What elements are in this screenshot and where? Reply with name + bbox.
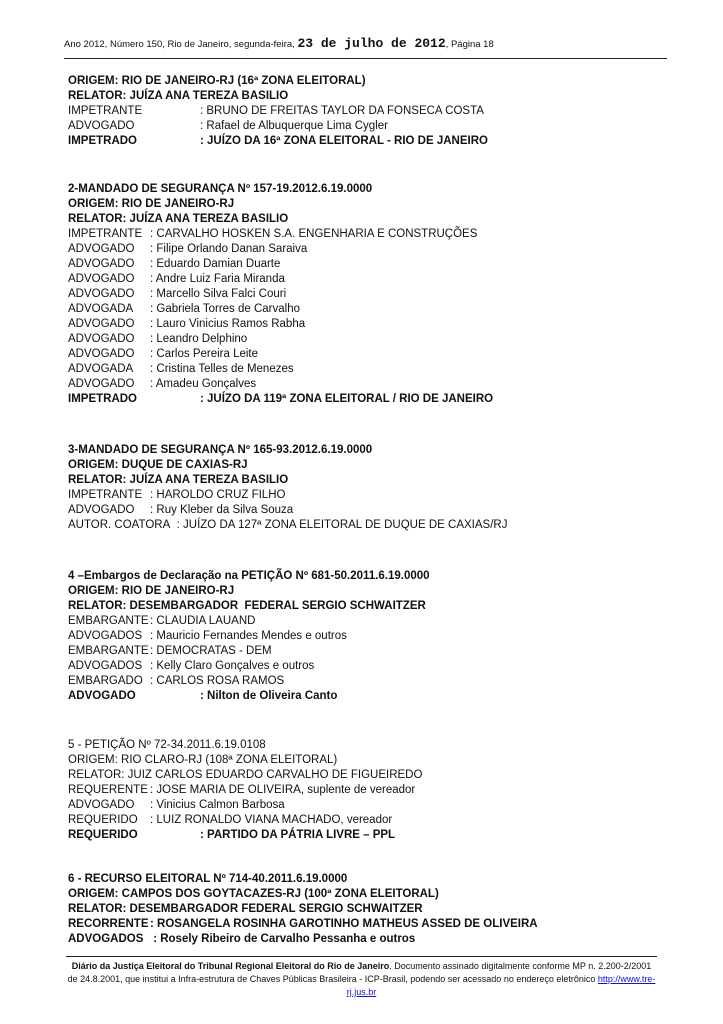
party-value: : Marcello Silva Falci Couri [150,288,287,300]
party-row [68,302,665,317]
party-row [68,257,665,272]
party-label: REQUERENTE [68,784,148,796]
party-value: : Vinicius Calmon Barbosa [150,799,285,811]
party-label: IMPETRADO [68,135,137,147]
party-value: : Rosely Ribeiro de Carvalho Pessanha e outros [150,933,416,945]
header-edition-info: Ano 2012, Número 150, Rio de Janeiro, segunda-feira, [64,39,298,50]
case-header-line: RELATOR: JUÍZA ANA TEREZA BASILIO [68,474,289,486]
case-title: 4 –Embargos de Declaração na PETIÇÃO Nº 681-50.2011.6.19.0000 [68,570,430,582]
party-value: : CARVALHO HOSKEN S.A. ENGENHARIA E CONSTRUÇÕES [150,228,478,240]
party-label: RECORRENTE [68,918,149,930]
party-value: : Rafael de Albuquerque Lima Cygler [200,120,388,132]
party-label: IMPETRANTE [68,228,143,240]
party-row [68,377,665,392]
party-value: : Eduardo Damian Duarte [150,258,281,270]
party-label: ADVOGADO [68,333,135,345]
party-value: : Gabriela Torres de Carvalho [150,303,300,315]
party-label: ADVOGADO [68,504,135,516]
party-label: ADVOGADOS [68,933,144,945]
header-page-number: , Página 18 [445,39,494,50]
party-value: : JUÍZO DA 119ª ZONA ELEITORAL / RIO DE JANEIRO [200,393,494,405]
party-label: ADVOGADO [68,243,135,255]
party-row [68,503,665,518]
party-label: ADVOGADO [68,690,136,702]
case-block-3 [68,443,665,533]
party-value: : BRUNO DE FREITAS TAYLOR DA FONSECA COSTA [200,105,484,117]
page-footer [66,956,657,999]
case-header-line: ORIGEM: CAMPOS DOS GOYTACAZES-RJ (100ª ZONA ELEITORAL) [68,888,439,900]
party-label: ADVOGADOS [68,660,143,672]
party-label: ADVOGADO [68,120,135,132]
party-value: : CLAUDIA LAUAND [150,615,256,627]
party-label: ADVOGADO [68,378,135,390]
party-row [68,783,665,798]
party-value: : Lauro Vinicius Ramos Rabha [150,318,306,330]
party-value: : Andre Luiz Faria Miranda [150,273,285,285]
party-label: ADVOGADO [68,273,135,285]
case-list [68,61,665,947]
case-title: 2-MANDADO DE SEGURANÇA Nº 157-19.2012.6.19.0000 [68,183,373,195]
party-label: REQUERIDO [68,829,138,841]
case-title: 3-MANDADO DE SEGURANÇA Nº 165-93.2012.6.19.0000 [68,444,373,456]
party-value: : ROSANGELA ROSINHA GAROTINHO MATHEUS ASSED DE OLIVEIRA [150,918,538,930]
party-label: ADVOGADO [68,799,135,811]
case-header-line: ORIGEM: RIO DE JANEIRO-RJ [68,198,235,210]
party-row [68,828,665,843]
party-label: ADVOGADA [68,363,134,375]
case-title: 6 - RECURSO ELEITORAL Nº 714-40.2011.6.19.0000 [68,873,348,885]
party-label: REQUERIDO [68,814,138,826]
party-row [68,392,665,407]
party-row [68,644,665,659]
case-block-5 [68,738,665,843]
case-header-line: RELATOR: JUÍZA ANA TEREZA BASILIO [68,90,289,102]
party-row [68,242,665,257]
party-row [68,119,665,134]
party-label: ADVOGADO [68,318,135,330]
party-label: AUTOR. COATORA [68,519,171,531]
party-row [68,227,665,242]
case-header-line: RELATOR: JUIZ CARLOS EDUARDO CARVALHO DE FIGUEIREDO [68,769,423,781]
party-value: : PARTIDO DA PÁTRIA LIVRE – PPL [200,829,396,841]
party-value: : JOSE MARIA DE OLIVEIRA, suplente de vereador [150,784,416,796]
case-title: 5 - PETIÇÃO Nº 72-34.2011.6.19.0108 [68,739,266,751]
party-value: : JUÍZO DA 16ª ZONA ELEITORAL - RIO DE JANEIRO [200,135,488,147]
party-row [68,272,665,287]
party-label: ADVOGADA [68,303,134,315]
header-date: 23 de julho de 2012 [297,36,446,51]
party-label: ADVOGADO [68,258,135,270]
party-row [68,689,665,704]
party-row [68,134,665,149]
party-row [68,674,665,689]
party-label: ADVOGADO [68,348,135,360]
case-block-6 [68,872,665,947]
party-value: : Ruy Kleber da Silva Souza [150,504,294,516]
party-row [68,813,665,828]
party-row [68,629,665,644]
party-label: EMBARGADO [68,675,143,687]
party-row [68,347,665,362]
party-label: ADVOGADO [68,288,135,300]
case-header-line: ORIGEM: RIO DE JANEIRO-RJ [68,585,235,597]
party-value: : Filipe Orlando Danan Saraiva [150,243,308,255]
party-value: : HAROLDO CRUZ FILHO [150,489,286,501]
case-header-line: ORIGEM: RIO CLARO-RJ (108ª ZONA ELEITORAL) [68,754,338,766]
party-value: : CARLOS ROSA RAMOS [150,675,285,687]
party-row [68,287,665,302]
party-label: IMPETRANTE [68,489,143,501]
party-row [68,362,665,377]
case-title: ORIGEM: RIO DE JANEIRO-RJ (16ª ZONA ELEITORAL) [68,75,366,87]
party-row [68,488,665,503]
party-value: : LUIZ RONALDO VIANA MACHADO, vereador [150,814,393,826]
case-block-1 [68,74,665,149]
party-label: IMPETRADO [68,393,137,405]
party-value: : Carlos Pereira Leite [150,348,259,360]
party-label: EMBARGANTE [68,615,149,627]
party-row [68,317,665,332]
case-block-2 [68,182,665,407]
party-value: : Nilton de Oliveira Canto [200,690,338,702]
party-row [68,614,665,629]
party-value: : Leandro Delphino [150,333,248,345]
party-label: EMBARGANTE [68,645,149,657]
party-label: IMPETRANTE [68,105,143,117]
case-header-line: RELATOR: DESEMBARGADOR FEDERAL SERGIO SCHWAITZER [68,600,426,612]
party-value: : Mauricio Fernandes Mendes e outros [150,630,347,642]
party-row [68,659,665,674]
party-row [68,332,665,347]
footer-signature-text: . Documento assinado digitalmente conforme MP n. 2.200-2/2001 de 24.8.2001, que institui a Infra-estrutura de Chaves Públicas Brasileira - ICP-Brasil, podendo ser acessado no endereço eletrônico [67,961,652,984]
page-header [64,36,667,59]
case-block-4 [68,569,665,704]
party-value: : DEMOCRATAS - DEM [150,645,272,657]
party-value: : Kelly Claro Gonçalves e outros [150,660,315,672]
party-label: ADVOGADOS [68,630,143,642]
case-header-line: ORIGEM: DUQUE DE CAXIAS-RJ [68,459,248,471]
party-row [68,798,665,813]
party-row [68,917,665,932]
party-row [68,104,665,119]
party-row [68,518,665,533]
footer-journal-name: Diário da Justiça Eleitoral do Tribunal Regional Eleitoral do Rio de Janeiro [71,961,390,971]
case-header-line: RELATOR: JUÍZA ANA TEREZA BASILIO [68,213,289,225]
party-value: : JUÍZO DA 127ª ZONA ELEITORAL DE DUQUE DE CAXIAS/RJ [170,519,508,531]
party-value: : Cristina Telles de Menezes [150,363,294,375]
case-header-line: RELATOR: DESEMBARGADOR FEDERAL SERGIO SCHWAITZER [68,903,423,915]
footer-link[interactable]: http://www.tre-rj.jus.br [346,974,656,997]
party-value: : Amadeu Gonçalves [150,378,257,390]
party-row [68,932,665,947]
